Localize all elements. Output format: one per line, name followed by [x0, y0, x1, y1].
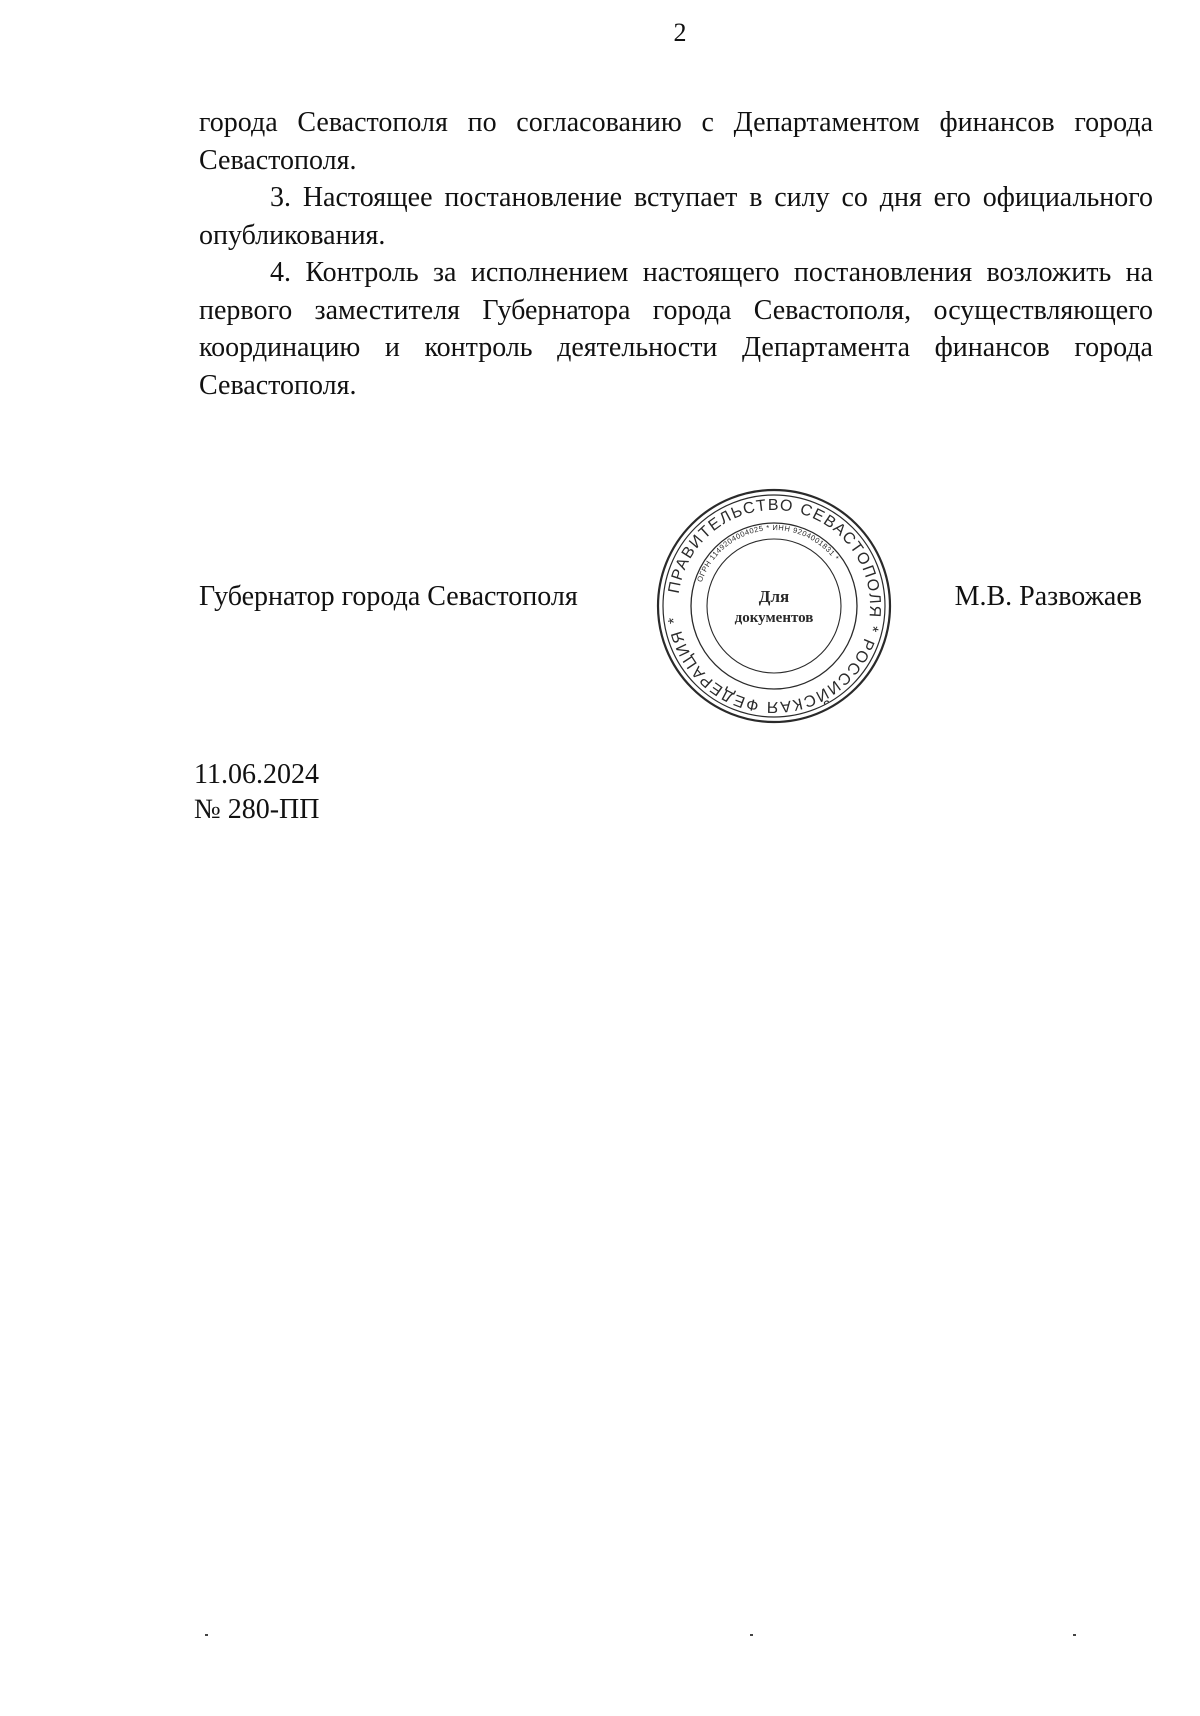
paragraph-4: 4. Контроль за исполнением настоящего постановления возложить на первого заместителя Губернатора города Севастополя, осуществляющего координацию и контроль деятельности Департамента финансов города Севастополя.: [199, 257, 1153, 401]
scan-artifact: [750, 1634, 753, 1636]
seal-center-line1: Для: [758, 587, 790, 606]
signatory-name: М.В. Развожаев: [954, 581, 1142, 612]
document-meta: [194, 757, 319, 827]
seal-inner-text: ОГРН 1149204004025 * ИНН 9204001831 *: [695, 522, 842, 584]
seal-inner-ring: [707, 539, 841, 673]
official-seal: [653, 485, 895, 727]
seal-graphic: [653, 485, 895, 727]
seal-center-line2: документов: [734, 610, 814, 626]
seal-outer-text: ПРАВИТЕЛЬСТВО СЕВАСТОПОЛЯ * РОССИЙСКАЯ ФЕДЕРАЦИЯ *: [665, 496, 884, 716]
document-date: 11.06.2024: [194, 759, 319, 790]
signatory-title: Губернатор города Севастополя: [199, 581, 578, 612]
paragraph-continuation: города Севастополя по согласованию с Департаментом финансов города Севастополя.: [199, 107, 1153, 176]
scan-artifact: [1073, 1634, 1076, 1636]
document-body: [199, 104, 1153, 404]
document-number: № 280-ПП: [194, 794, 320, 825]
page-number: 2: [673, 18, 687, 47]
paragraph-3: 3. Настоящее постановление вступает в силу со дня его официального опубликования.: [199, 182, 1153, 251]
scan-artifact: [205, 1634, 208, 1636]
